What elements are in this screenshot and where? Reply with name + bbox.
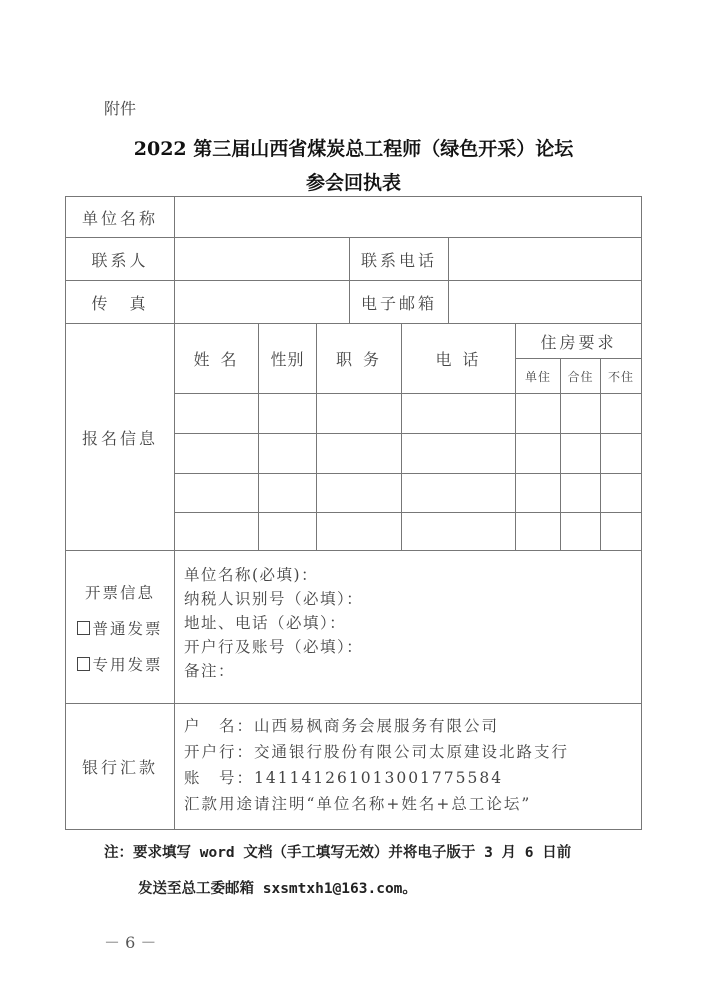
registration-cell[interactable]: [601, 434, 640, 473]
registration-cell[interactable]: [561, 394, 600, 433]
contact-label: 联系人: [91, 250, 149, 270]
registration-cell[interactable]: [601, 474, 640, 512]
document-title: 2022 第三届山西省煤炭总工程师（绿色开采）论坛: [133, 138, 574, 160]
registration-cell[interactable]: [175, 394, 258, 433]
fax-field[interactable]: [175, 281, 349, 323]
registration-cell[interactable]: [259, 513, 316, 549]
registration-cell[interactable]: [561, 513, 600, 549]
registration-cell[interactable]: [601, 394, 640, 433]
bank-account-name: 户 名：山西易枫商务会展服务有限公司: [184, 717, 500, 735]
bank-section-label: 银行汇款: [81, 758, 158, 777]
registration-cell[interactable]: [317, 474, 401, 512]
housing-option-shared: 合住: [567, 369, 594, 384]
registration-cell[interactable]: [402, 434, 515, 473]
registration-cell[interactable]: [402, 513, 515, 549]
column-header-gender: 性别: [270, 350, 305, 369]
registration-cell[interactable]: [601, 513, 640, 549]
invoice-fields: [184, 563, 634, 683]
registration-cell[interactable]: [317, 394, 401, 433]
table-border-bottom: [65, 829, 642, 830]
bank-account-number: 账 号：141141261013001775584: [184, 769, 504, 787]
bank-branch: 开户行：交通银行股份有限公司太原建设北路支行: [184, 743, 570, 761]
registration-cell[interactable]: [516, 434, 560, 473]
registration-cell[interactable]: [402, 394, 515, 433]
contact-phone-label: 联系电话: [360, 250, 437, 270]
invoice-field-remarks[interactable]: 备注：: [184, 662, 236, 680]
invoice-option-special[interactable]: [66, 647, 174, 683]
contact-phone-field[interactable]: [449, 238, 641, 280]
invoice-option-normal-label: 普通发票: [92, 620, 163, 638]
fax-label: 传 真: [91, 293, 149, 313]
registration-cell[interactable]: [516, 394, 560, 433]
checkbox-icon[interactable]: [77, 657, 90, 671]
column-header-phone: 电 话: [435, 350, 482, 369]
registration-cell[interactable]: [259, 474, 316, 512]
invoice-option-special-label: 专用发票: [92, 656, 163, 674]
registration-cell[interactable]: [175, 513, 258, 549]
attachment-label: 附件: [104, 99, 137, 118]
form-subtitle: 参会回执表: [305, 172, 401, 194]
registration-cell[interactable]: [175, 434, 258, 473]
registration-cell[interactable]: [516, 474, 560, 512]
registration-cell[interactable]: [402, 474, 515, 512]
email-field[interactable]: [449, 281, 641, 323]
registration-cell[interactable]: [175, 474, 258, 512]
footer-note-line2: 发送至总工委邮箱 sxsmtxh1@163.com。: [138, 881, 417, 897]
invoice-option-normal[interactable]: [66, 611, 174, 647]
column-header-position: 职 务: [335, 350, 383, 369]
column-header-name: 姓 名: [193, 350, 240, 369]
unit-name-field[interactable]: [175, 197, 641, 237]
registration-cell[interactable]: [561, 434, 600, 473]
footer-note-line1: 注：要求填写 word 文档（手工填写无效）并将电子版于 3 月 6 日前: [104, 845, 572, 861]
registration-cell[interactable]: [317, 434, 401, 473]
bank-remittance-note: 汇款用途请注明“单位名称+姓名+总工论坛”: [184, 795, 532, 813]
registration-cell[interactable]: [259, 434, 316, 473]
column-header-housing: 住房要求: [540, 332, 617, 352]
registration-section-label: 报名信息: [81, 428, 158, 448]
invoice-field-tax-id[interactable]: 纳税人识别号（必填）：: [184, 590, 364, 608]
bank-details: [184, 713, 639, 817]
row-divider: [65, 550, 642, 551]
table-border-right: [641, 196, 642, 830]
invoice-field-unit-name[interactable]: 单位名称(必填)：: [184, 566, 319, 584]
invoice-section-label: 开票信息: [84, 584, 155, 602]
page-number: － 6 －: [104, 933, 157, 952]
unit-name-label: 单位名称: [81, 208, 158, 228]
registration-cell[interactable]: [259, 394, 316, 433]
contact-field[interactable]: [175, 238, 349, 280]
invoice-field-bank-account[interactable]: 开户行及账号（必填）：: [184, 638, 364, 656]
housing-option-none: 不住: [607, 369, 634, 384]
registration-cell[interactable]: [317, 513, 401, 549]
housing-option-single: 单住: [524, 369, 551, 384]
invoice-section: [66, 575, 174, 683]
invoice-field-address-phone[interactable]: 地址、电话（必填）：: [184, 614, 347, 632]
registration-cell[interactable]: [516, 513, 560, 549]
checkbox-icon[interactable]: [77, 621, 90, 635]
registration-cell[interactable]: [561, 474, 600, 512]
email-label: 电子邮箱: [360, 293, 437, 313]
